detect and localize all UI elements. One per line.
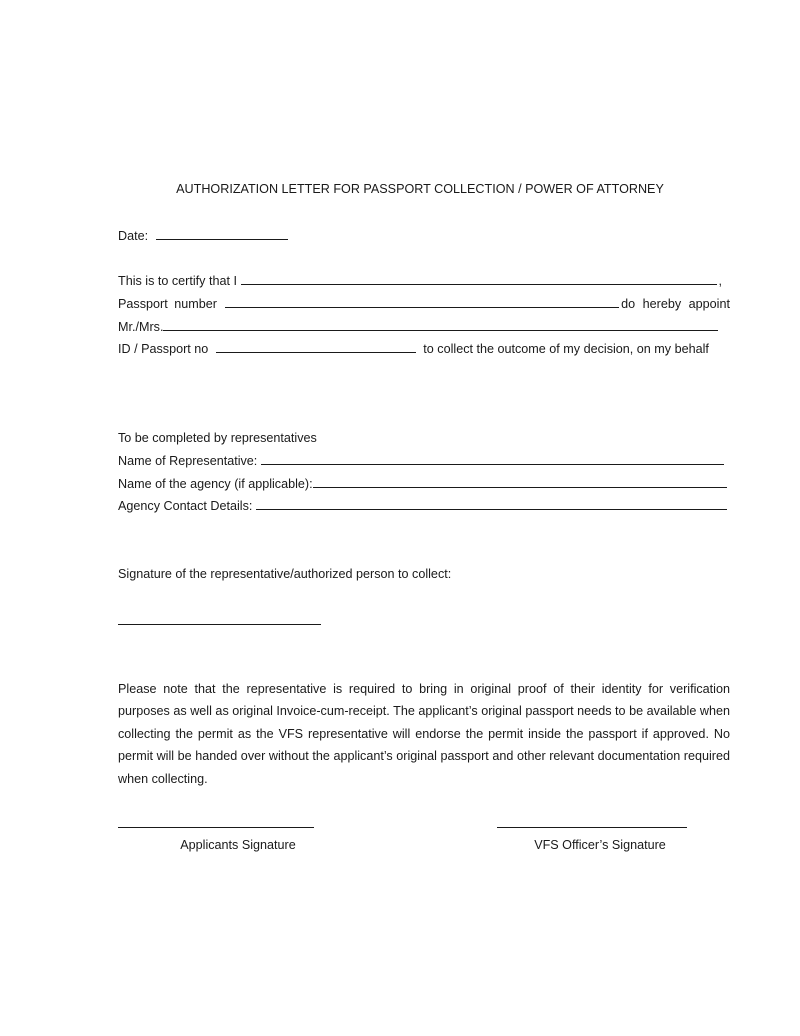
vfs-signature-line[interactable]: [497, 827, 687, 828]
certify-label: This is to certify that I: [118, 274, 237, 288]
certify-comma: ,: [718, 274, 722, 288]
representative-name-field[interactable]: [261, 453, 724, 465]
passport-number-label: Passport number: [118, 297, 217, 311]
agency-contact-field[interactable]: [256, 498, 727, 510]
passport-number-field[interactable]: [225, 296, 619, 308]
note-paragraph: Please note that the representative is required to bring in original proof of their identity for verification purposes as well as original Invoice-cum-receipt. The applicant’s original passport needs to be available when collecting the permit as the VFS representative will endorse the permit inside the passport if approved. No permit will be handed over without the applicant’s original passport and other relevant documentation required when collecting.: [118, 682, 730, 786]
representative-signature-line[interactable]: [118, 624, 321, 625]
agency-contact-row: [118, 498, 730, 514]
representative-name-label: Name of Representative:: [118, 454, 258, 468]
appoint-text: do hereby appoint: [621, 297, 730, 311]
agency-name-row: [118, 476, 730, 492]
applicant-signature-label: Applicants Signature: [180, 838, 296, 852]
passport-number-row: [118, 296, 730, 312]
date-label: Date:: [118, 229, 149, 243]
appointee-name-field[interactable]: [163, 319, 718, 331]
agency-name-field[interactable]: [313, 476, 727, 488]
representatives-heading: To be completed by representatives: [118, 431, 317, 445]
vfs-signature-label: VFS Officer’s Signature: [534, 838, 666, 852]
id-passport-row: [118, 341, 709, 357]
collect-text: to collect the outcome of my decision, on my behalf: [423, 342, 709, 356]
date-row: [118, 228, 288, 244]
applicant-signature-line[interactable]: [118, 827, 314, 828]
certify-row: [118, 273, 730, 289]
agency-name-label: Name of the agency (if applicable):: [118, 477, 313, 491]
signature-collect-label: Signature of the representative/authorized person to collect:: [118, 567, 452, 581]
mr-mrs-label: Mr./Mrs.: [118, 320, 164, 334]
agency-contact-label: Agency Contact Details:: [118, 499, 253, 513]
appointee-row: [118, 319, 730, 335]
date-field[interactable]: [156, 228, 288, 240]
id-passport-field[interactable]: [216, 341, 416, 353]
id-passport-label: ID / Passport no: [118, 342, 209, 356]
applicant-name-field[interactable]: [241, 273, 717, 285]
representative-name-row: [118, 453, 730, 469]
document-title: AUTHORIZATION LETTER FOR PASSPORT COLLECTION / POWER OF ATTORNEY: [176, 182, 664, 196]
